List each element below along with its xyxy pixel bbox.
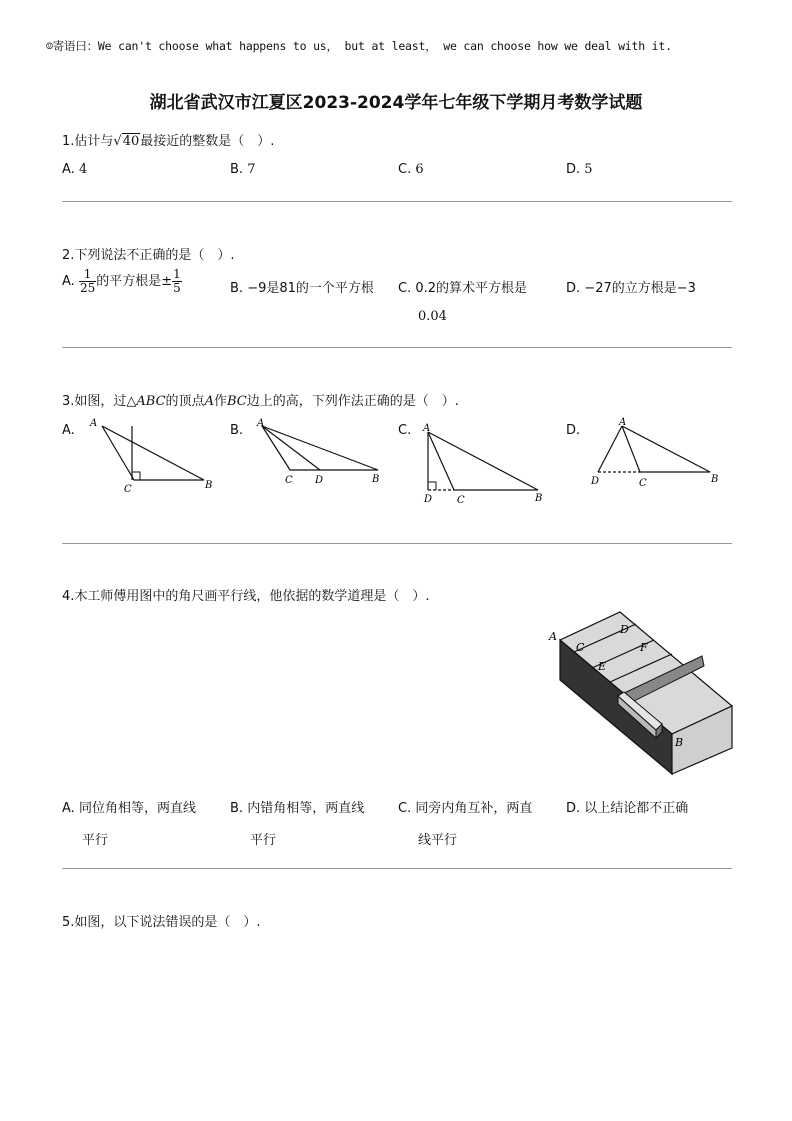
question-3-stem: 3.如图，过△ABC的顶点A作BC边上的高，下列作法正确的是（ ）. [62, 394, 459, 409]
svg-text:A: A [423, 423, 431, 434]
page-title: 湖北省武汉市江夏区2023-2024学年七年级下学期月考数学试题 [149, 93, 643, 113]
question-5-stem: 5.如图，以下说法错误的是（ ）. [62, 915, 261, 930]
divider [62, 201, 732, 202]
q3-figure-b [252, 414, 392, 496]
svg-text:D: D [315, 475, 324, 486]
q2-option-a[interactable]: A. $\frac{1}{25}$ 的平方根是± $\frac{1}{5}$ [62, 267, 181, 295]
q3-option-b[interactable]: B. [230, 423, 244, 438]
svg-text:C: C [124, 484, 132, 495]
q1-radical: √ [113, 134, 122, 149]
q4-option-b[interactable]: B. 内错角相等，两直线 [230, 801, 365, 816]
svg-text:A: A [90, 418, 98, 429]
q4-option-a[interactable]: A. 同位角相等，两直线 [62, 801, 196, 816]
svg-text:A: A [257, 418, 265, 429]
q3-option-c[interactable]: C. [398, 423, 412, 438]
q3-figure-c [418, 418, 558, 510]
svg-text:B: B [711, 474, 719, 485]
divider [62, 347, 732, 348]
svg-text:A: A [619, 417, 627, 428]
svg-text:D: D [620, 623, 629, 636]
q3-figure-a [84, 414, 224, 496]
q1-suffix: 最接近的整数是（ ）. [140, 134, 275, 149]
q2-option-c-continuation: 0.04 [418, 309, 447, 324]
svg-text:C: C [457, 495, 465, 506]
q4-option-b-continuation: 平行 [250, 833, 277, 848]
q1-prefix: 1.估计与 [62, 134, 114, 149]
svg-text:C: C [576, 641, 585, 654]
q2-option-c[interactable]: C. 0.2的算术平方根是 [398, 281, 528, 296]
fraction-1-5: $\frac{1}{5}$ [173, 267, 181, 295]
q2-option-d[interactable]: D. −27的立方根是−3 [566, 281, 696, 296]
q1-option-c[interactable]: C. 6 [398, 162, 424, 177]
q4-option-a-continuation: 平行 [82, 833, 109, 848]
motto-line: ☺寄语曰：We can't choose what happens to us， but at least， we can choose how we deal with it. [46, 39, 672, 53]
divider [62, 543, 732, 544]
divider [62, 868, 732, 869]
question-2-stem: 2.下列说法不正确的是（ ）. [62, 248, 235, 263]
q4-carpenter-square-figure [544, 606, 738, 782]
svg-text:D: D [424, 494, 433, 505]
q4-option-d[interactable]: D. 以上结论都不正确 [566, 801, 689, 816]
svg-text:C: C [285, 475, 293, 486]
svg-text:C: C [639, 478, 647, 489]
svg-text:A: A [549, 630, 557, 643]
q4-option-c-continuation: 线平行 [418, 833, 458, 848]
svg-text:F: F [640, 641, 648, 654]
svg-text:E: E [598, 660, 607, 673]
q2-option-b[interactable]: B. −9是81的一个平方根 [230, 281, 374, 296]
q1-radicand: 40 [122, 134, 140, 149]
q3-figure-d [586, 414, 726, 496]
q4-option-c[interactable]: C. 同旁内角互补，两直 [398, 801, 533, 816]
q3-option-a[interactable]: A. [62, 423, 75, 438]
sqrt-40 [113, 133, 140, 149]
svg-text:B: B [535, 493, 543, 504]
q1-option-d[interactable]: D. 5 [566, 162, 593, 177]
svg-text:B: B [675, 736, 684, 749]
question-4-stem: 4.木工师傅用图中的角尺画平行线，他依据的数学道理是（ ）. [62, 589, 430, 604]
q1-option-a[interactable]: A. 4 [62, 162, 88, 177]
svg-text:D: D [591, 476, 600, 487]
fraction-1-25: $\frac{1}{25}$ [79, 267, 96, 295]
question-1-stem [62, 130, 274, 149]
q3-option-d[interactable]: D. [566, 423, 581, 438]
svg-text:B: B [205, 480, 213, 491]
q1-option-b[interactable]: B. 7 [230, 162, 256, 177]
svg-text:B: B [372, 474, 380, 485]
